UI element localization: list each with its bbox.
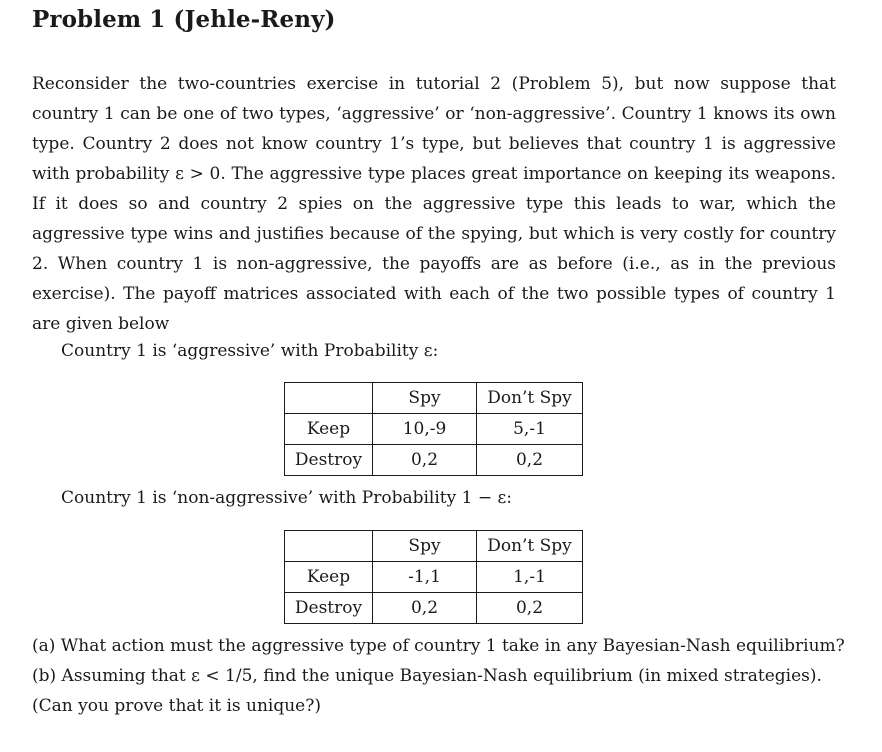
header-cell-spy: Spy [373, 383, 477, 414]
payoff-cell: 0,2 [373, 445, 477, 476]
table-1-caption: Country 1 is ‘aggressive’ with Probability ε: [61, 341, 439, 361]
header-cell-empty [285, 383, 373, 414]
table-row [285, 414, 583, 445]
row-label-destroy: Destroy [285, 593, 373, 624]
payoff-cell: 10,-9 [373, 414, 477, 445]
question-c: (Can you prove that it is unique?) [32, 696, 321, 716]
table-header-row [285, 531, 583, 562]
table-2-caption: Country 1 is ‘non-aggressive’ with Probability 1 − ε: [61, 488, 513, 508]
payoff-cell: 0,2 [477, 593, 583, 624]
payoff-matrix-non-aggressive [284, 530, 583, 624]
payoff-cell: 5,-1 [477, 414, 583, 445]
problem-description: Reconsider the two-countries exercise in tutorial 2 (Problem 5), but now suppose that country 1 can be one of two types, ‘aggressive’ or ‘non-aggressive’. Country 1 knows its own type. Country 2 does not know country 1’s type, but believes that country 1 is aggressive with probability ε > 0. The aggressive type places great importance on keeping its weapons. If it does so and country 2 spies on the aggressive type this leads to war, which the aggressive type wins and justifies because of the spying, but which is very costly for country 2. When country 1 is non-aggressive, the payoffs are as before (i.e., as in the previous exercise). The payoff matrices associated with each of the two possible types of country 1 are given below [32, 74, 836, 334]
problem-title: Problem 1 (Jehle-Reny) [32, 6, 336, 33]
question-a: (a) What action must the aggressive type of country 1 take in any Bayesian-Nash equilibrium? [32, 636, 845, 656]
payoff-cell: -1,1 [373, 562, 477, 593]
question-b: (b) Assuming that ε < 1/5, find the unique Bayesian-Nash equilibrium (in mixed strategies). [32, 666, 822, 686]
payoff-cell: 0,2 [477, 445, 583, 476]
payoff-cell: 1,-1 [477, 562, 583, 593]
header-cell-spy: Spy [373, 531, 477, 562]
header-cell-dont-spy: Don’t Spy [477, 531, 583, 562]
row-label-destroy: Destroy [285, 445, 373, 476]
row-label-keep: Keep [285, 414, 373, 445]
table-row [285, 562, 583, 593]
payoff-matrix-aggressive [284, 382, 583, 476]
row-label-keep: Keep [285, 562, 373, 593]
header-cell-empty [285, 531, 373, 562]
payoff-cell: 0,2 [373, 593, 477, 624]
table-row [285, 445, 583, 476]
header-cell-dont-spy: Don’t Spy [477, 383, 583, 414]
table-header-row [285, 383, 583, 414]
table-row [285, 593, 583, 624]
